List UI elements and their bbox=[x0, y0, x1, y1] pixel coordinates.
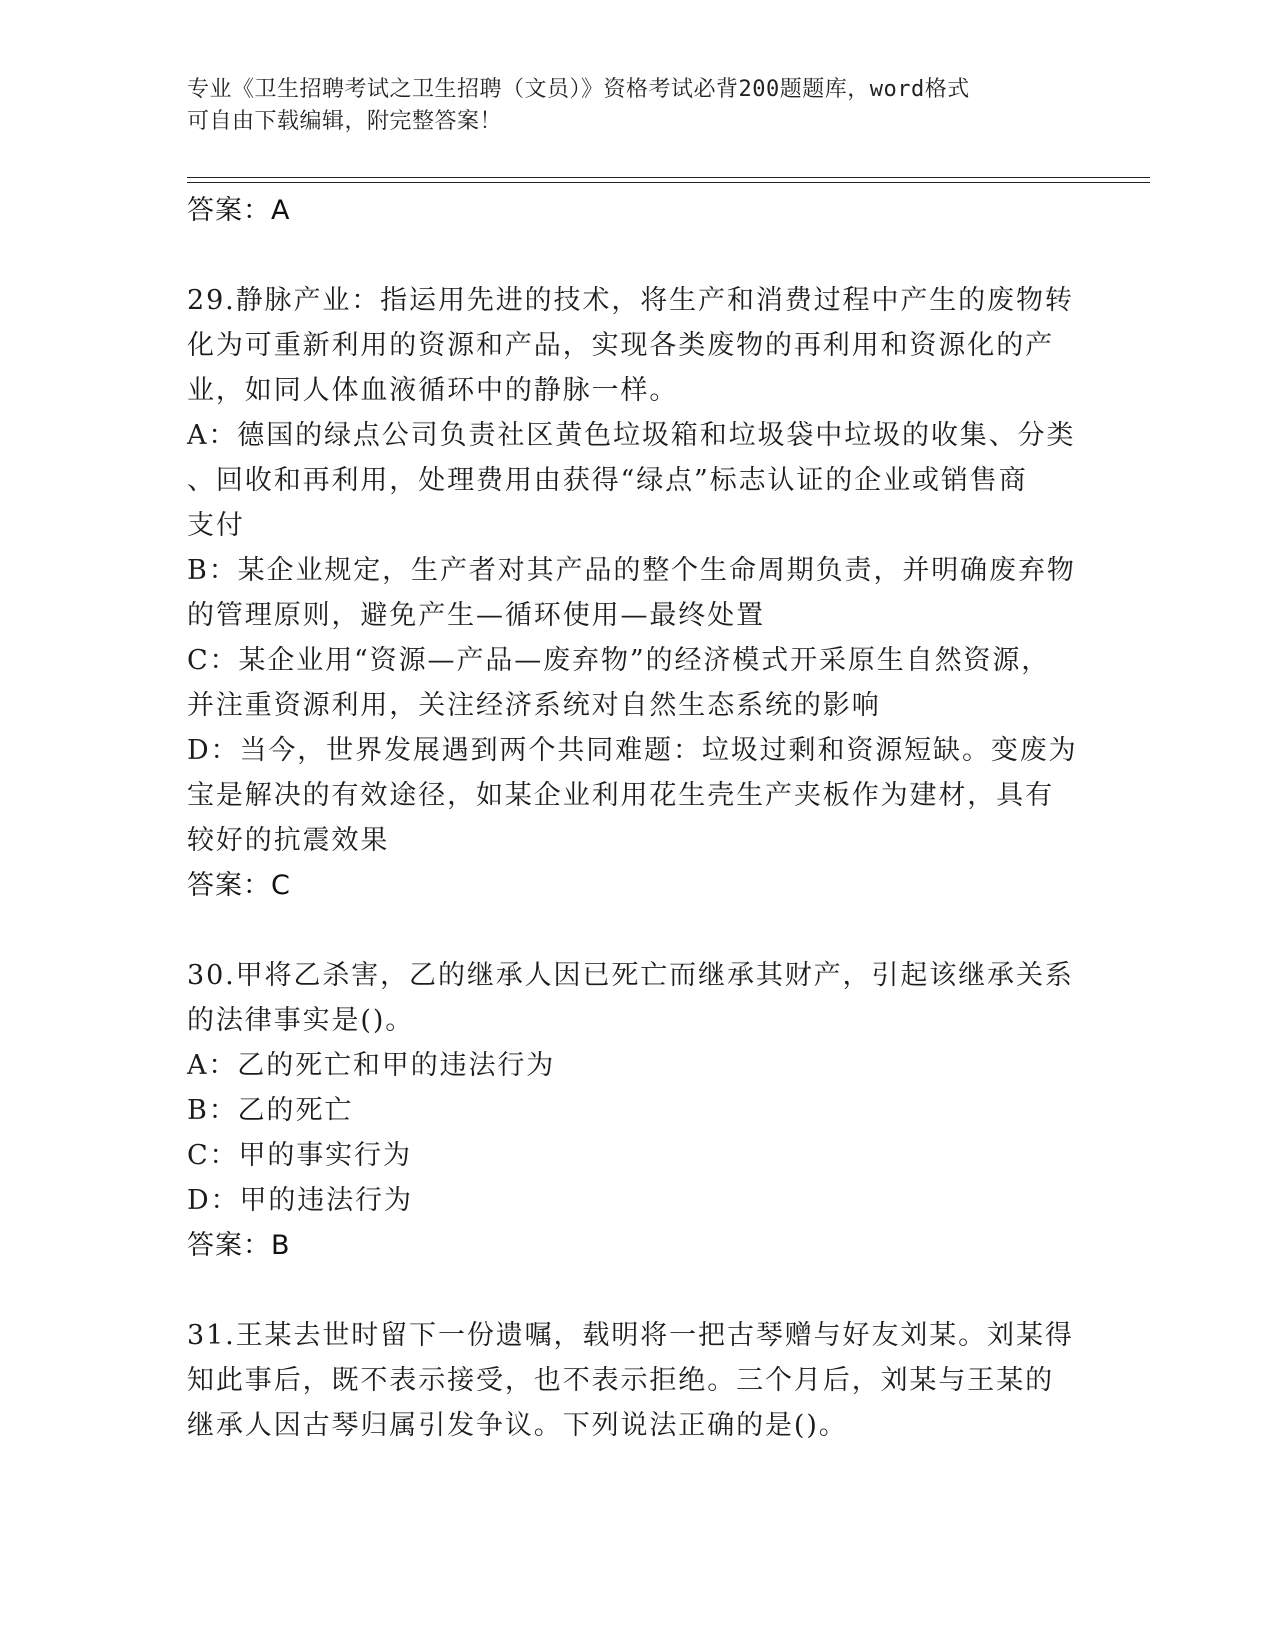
question-stem-line: 的法律事实是()。 bbox=[187, 1005, 415, 1036]
spacer bbox=[187, 233, 1077, 278]
spacer bbox=[187, 1268, 1077, 1313]
question-31 bbox=[187, 1313, 1077, 1448]
question-stem-line: 31.王某去世时留下一份遗嘱，载明将一把古琴赠与好友刘某。刘某得 bbox=[187, 1320, 1074, 1351]
question-30 bbox=[187, 953, 1077, 1268]
header-divider-thin bbox=[187, 177, 1150, 178]
option-d-line: D：甲的违法行为 bbox=[187, 1185, 413, 1216]
option-b-line: 的管理原则，避免产生—循环使用—最终处置 bbox=[187, 600, 765, 631]
option-a-line: 、回收和再利用，处理费用由获得“绿点”标志认证的企业或销售商 bbox=[187, 465, 1028, 496]
option-a-line: A：乙的死亡和甲的违法行为 bbox=[187, 1050, 556, 1081]
spacer bbox=[187, 908, 1077, 953]
option-a-line: A：德国的绿点公司负责社区黄色垃圾箱和垃圾袋中垃圾的收集、分类 bbox=[187, 420, 1076, 451]
option-c-line: 并注重资源利用，关注经济系统对自然生态系统的影响 bbox=[187, 690, 881, 721]
answer-line: 答案：C bbox=[187, 870, 291, 901]
option-d-line: 较好的抗震效果 bbox=[187, 825, 390, 856]
option-b-line: B：某企业规定，生产者对其产品的整个生命周期负责，并明确废弃物 bbox=[187, 555, 1076, 586]
question-stem-line: 化为可重新利用的资源和产品，实现各类废物的再利用和资源化的产 bbox=[187, 330, 1054, 361]
option-b-line: B：乙的死亡 bbox=[187, 1095, 354, 1126]
question-stem-line: 继承人因古琴归属引发争议。下列说法正确的是()。 bbox=[187, 1410, 848, 1441]
header-title-line-2: 可自由下载编辑，附完整答案！ bbox=[187, 109, 503, 134]
question-stem-line: 30.甲将乙杀害，乙的继承人因已死亡而继承其财产，引起该继承关系 bbox=[187, 960, 1074, 991]
page-header bbox=[187, 74, 1067, 138]
answer-line: 答案：B bbox=[187, 1230, 291, 1261]
option-a-line: 支付 bbox=[187, 510, 245, 541]
document-body bbox=[187, 188, 1077, 1448]
option-c-line: C：某企业用“资源—产品—废弃物”的经济模式开采原生自然资源， bbox=[187, 645, 1051, 676]
question-29 bbox=[187, 278, 1077, 908]
question-stem-line: 业，如同人体血液循环中的静脉一样。 bbox=[187, 375, 679, 406]
question-stem-line: 29.静脉产业：指运用先进的技术，将生产和消费过程中产生的废物转 bbox=[187, 285, 1074, 316]
option-c-line: C：甲的事实行为 bbox=[187, 1140, 412, 1171]
option-d-line: 宝是解决的有效途径，如某企业利用花生壳生产夹板作为建材，具有 bbox=[187, 780, 1054, 811]
answer-line: 答案：A bbox=[187, 195, 291, 226]
option-d-line: D：当今，世界发展遇到两个共同难题：垃圾过剩和资源短缺。变废为 bbox=[187, 735, 1078, 766]
header-title-line-1: 专业《卫生招聘考试之卫生招聘（文员）》资格考试必背200题题库，word格式 bbox=[187, 77, 970, 102]
question-stem-line: 知此事后，既不表示接受，也不表示拒绝。三个月后，刘某与王某的 bbox=[187, 1365, 1054, 1396]
header-divider-thick bbox=[187, 182, 1150, 183]
